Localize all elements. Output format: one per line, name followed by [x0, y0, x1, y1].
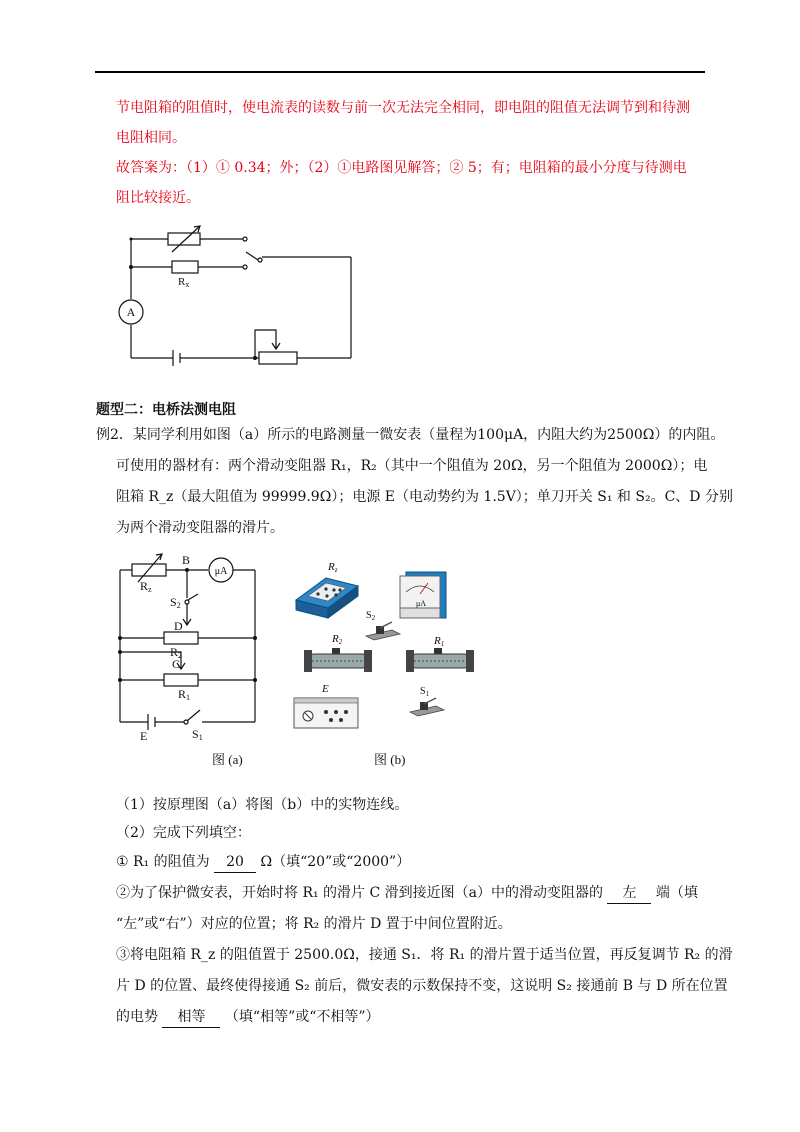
fig-b-r1-label: R: [434, 635, 441, 647]
example-line-3: 阻箱 R_z（最大阻值为 99999.9Ω）；电源 E（电动势约为 1.5V）；单刀开关 S₁ 和 S₂。C、D 分别: [116, 489, 733, 505]
answer-circuit-diagram: [110, 222, 370, 370]
answer-blank-3: 相等: [162, 1007, 220, 1028]
question-2-2: ②为了保护微安表，开始时将 R₁ 的滑片 C 滑到接近图（a）中的滑动变阻器的 左 端（填: [116, 883, 698, 904]
fig-a-r2-label: R: [170, 645, 179, 659]
switch-s2-icon: [366, 622, 400, 640]
example-line-4: 为两个滑动变阻器的滑片。: [116, 520, 284, 536]
figure-b-apparatus: [288, 550, 488, 770]
rx-label: R: [178, 276, 186, 288]
question-2-2-cont: “左”或“右”）对应的位置；将 R₂ 的滑片 D 置于中间位置附近。: [116, 916, 512, 932]
fig-a-rz-label: R: [140, 579, 149, 593]
fig-a-microammeter-label: μA: [214, 566, 228, 577]
fig-a-r1-label: R: [178, 687, 187, 701]
fig-a-b-label: B: [182, 553, 191, 567]
question-1: （1）按原理图（a）将图（b）中的实物连线。: [116, 797, 409, 813]
question-2-3-line-1: ③将电阻箱 R_z 的阻值置于 2500.0Ω，接通 S₁．将 R₁ 的滑片置于适当位置，再反复调节 R₂ 的滑: [116, 947, 733, 963]
svg-text:Rz: Rz: [140, 579, 152, 594]
switch-s1-icon: [410, 698, 444, 716]
answer-line-4: 阻比较接近。: [116, 190, 200, 206]
rheostat-r1-icon: [406, 648, 474, 672]
example-line-2: 可使用的器材有：两个滑动变阻器 R₁，R₂（其中一个阻值为 20Ω，另一个阻值为 2000Ω）；电: [116, 458, 708, 474]
answer-blank-2: 左: [607, 883, 651, 904]
ammeter-label: A: [126, 305, 136, 319]
answer-blank-1: 20: [214, 852, 256, 873]
svg-text:Rz: Rz: [328, 561, 338, 574]
answer-line-1: 节电阻箱的阻值时，使电流表的读数与前一次无法完全相同，即电阻的阻值无法调节到和待测: [116, 100, 690, 116]
svg-text:R1: R1: [178, 687, 191, 702]
svg-text:S2: $S_2$: [366, 610, 376, 622]
header-rule: [95, 71, 705, 73]
fig-b-caption: 图 (b): [374, 752, 406, 767]
svg-text:S2: S2: [170, 595, 181, 610]
question-2-3-line-2: 片 D 的位置、最终使得接通 S₂ 前后，微安表的示数保持不变，这说明 S₂ 接通前 B 与 D 所在位置: [116, 978, 728, 994]
answer-line-3: 故答案为：（1）① 0.34；外；（2）①电路图见解答；② 5；有；电阻箱的最小分度与待测电: [116, 160, 687, 176]
fig-a-c-label: C: [172, 657, 181, 671]
fig-b-rz-label: R: [328, 561, 335, 573]
fig-a-d-label: D: [174, 619, 183, 633]
question-2-1: ① R₁ 的阻值为 20 Ω（填“20”或“2000”）: [116, 852, 410, 873]
svg-text:R1: R1: [434, 635, 445, 648]
fig-b-r2-label: R: [332, 633, 339, 645]
rheostat-r2-icon: [304, 648, 372, 672]
fig-a-e-label: E: [140, 729, 148, 743]
figure-a-circuit: [112, 550, 272, 770]
fig-a-s1-label: S: [192, 727, 199, 741]
svg-text:Rx: Rx: [178, 276, 190, 289]
svg-text:S1: S1: [192, 727, 203, 742]
fig-b-s1-label: S: [420, 686, 426, 697]
example-line-1: 例2．某同学利用如图（a）所示的电路测量一微安表（量程为100μA，内阻大约为2500Ω）的内阻。: [96, 427, 725, 443]
answer-line-2: 电阻相同。: [116, 130, 186, 146]
fig-b-s2-label: S: [366, 610, 372, 621]
fig-b-e-label: E: [322, 683, 329, 695]
section-title: 题型二：电桥法测电阻: [96, 402, 236, 418]
svg-text:R2: R2: [170, 645, 183, 660]
microammeter-icon: [400, 572, 446, 618]
question-2-3-line-3: 的电势 相等 （填“相等”或“不相等”）: [116, 1007, 380, 1028]
question-2: （2）完成下列填空：: [116, 825, 251, 841]
resistance-box-icon: [296, 578, 358, 618]
fig-a-caption: 图 (a): [212, 752, 243, 767]
power-supply-icon: [294, 698, 358, 728]
svg-text:S1: $S_1$: [420, 686, 430, 698]
svg-text:R2: R2: [332, 633, 343, 646]
fig-b-microammeter-label: μA: [416, 599, 427, 608]
fig-a-s2-label: S: [170, 595, 177, 609]
